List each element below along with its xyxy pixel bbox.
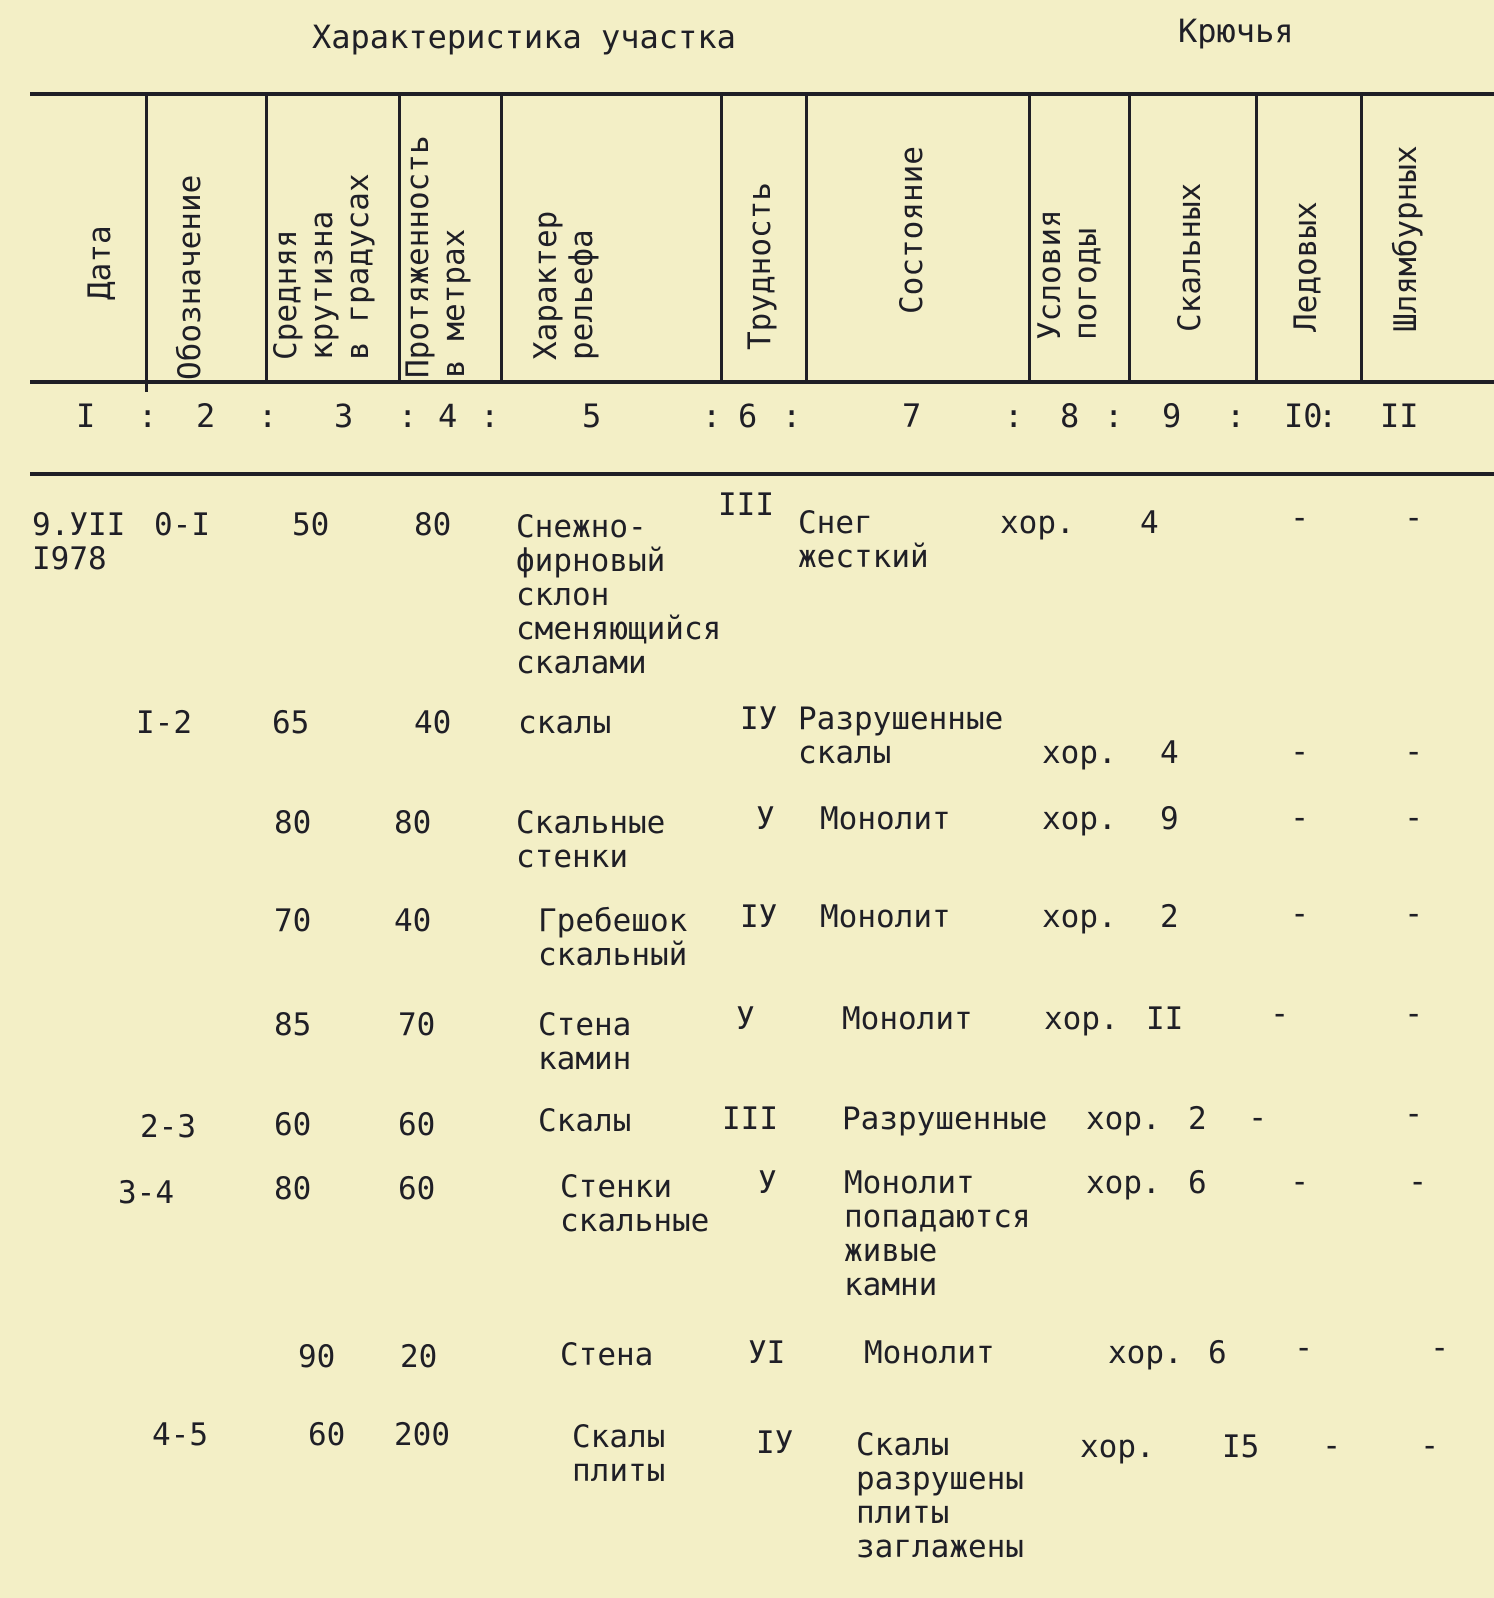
cell-condition: Скалы разрушены плиты заглажены (856, 1427, 1024, 1565)
column-number: 9 (1162, 397, 1182, 435)
cell-weather: хор. (1080, 1429, 1155, 1465)
column-header-condition: Состояние (894, 146, 930, 314)
cell-difficulty: УI (748, 1335, 786, 1371)
cell-relief: скалы (518, 705, 612, 741)
cell-rock-hooks: 2 (1160, 899, 1179, 935)
cell-rock-hooks: I5 (1222, 1429, 1260, 1465)
cell-weather: хор. (1108, 1335, 1183, 1371)
column-header-bolt-hooks: Шлямбурных (1388, 145, 1424, 332)
cell-steepness: 50 (292, 507, 330, 543)
column-divider (1128, 92, 1131, 382)
cell-condition: Разрушенные (842, 1101, 1048, 1137)
column-separator: : (702, 397, 722, 435)
header-top-rule (30, 92, 1494, 96)
column-header-weather: Условия погоды (1032, 209, 1104, 340)
cell-length: 60 (398, 1107, 436, 1143)
cell-rock-hooks: 2 (1188, 1101, 1207, 1137)
cell-bolt-hooks: - (1404, 732, 1424, 770)
column-number: II (1380, 397, 1419, 435)
cell-bolt-hooks: - (1420, 1426, 1440, 1464)
cell-relief: Снежно- фирновый склон сменяющийся скалами (516, 509, 722, 681)
column-header-steepness: Средняя крутизна в градусах (268, 173, 376, 360)
cell-relief: Скальные стенки (516, 805, 666, 875)
cell-bolt-hooks: - (1430, 1328, 1450, 1366)
cell-date: 9.УII I978 (32, 507, 126, 577)
column-separator: : (1226, 397, 1246, 435)
column-number: 5 (582, 397, 602, 435)
cell-length: 200 (394, 1417, 450, 1453)
cell-ice-hooks: - (1270, 994, 1290, 1032)
cell-steepness: 80 (274, 805, 312, 841)
cell-section: 4-5 (152, 1417, 208, 1453)
cell-bolt-hooks: - (1408, 1162, 1428, 1200)
column-header-date: Дата (82, 225, 118, 300)
cell-ice-hooks: - (1294, 1328, 1314, 1366)
header-bottom-rule (30, 380, 1494, 384)
cell-relief: Стенки скальные (560, 1169, 710, 1239)
cell-section: I-2 (136, 705, 192, 741)
cell-weather: хор. (1086, 1165, 1161, 1201)
cell-relief: Скалы плиты (572, 1419, 666, 1489)
cell-condition: Монолит (864, 1335, 995, 1371)
column-separator: : (398, 397, 418, 435)
cell-bolt-hooks: - (1404, 1094, 1424, 1132)
column-separator: : (1004, 397, 1024, 435)
column-divider (1360, 92, 1363, 382)
column-number: 7 (902, 397, 922, 435)
cell-difficulty: III (718, 487, 774, 523)
cell-steepness: 70 (274, 903, 312, 939)
column-number: 2 (196, 397, 216, 435)
column-header-ice-hooks: Ледовых (1288, 201, 1324, 332)
column-separator: : (258, 397, 278, 435)
column-divider (500, 92, 503, 382)
cell-ice-hooks: - (1290, 894, 1310, 932)
column-separator: : (1104, 397, 1124, 435)
cell-length: 80 (394, 805, 432, 841)
cell-difficulty: У (736, 1001, 755, 1037)
cell-rock-hooks: 4 (1140, 505, 1159, 541)
cell-rock-hooks: 6 (1188, 1165, 1207, 1201)
cell-ice-hooks: - (1290, 798, 1310, 836)
cell-bolt-hooks: - (1404, 498, 1424, 536)
cell-section: 2-3 (140, 1109, 196, 1145)
hooks-title: Крючья (1178, 12, 1294, 50)
column-divider (145, 92, 148, 392)
column-divider (1028, 92, 1031, 382)
cell-bolt-hooks: - (1404, 894, 1424, 932)
cell-difficulty: У (758, 1165, 777, 1201)
column-divider (720, 92, 723, 382)
cell-ice-hooks: - (1248, 1098, 1268, 1136)
column-header-length: Протяженность в метрах (400, 135, 472, 378)
column-header-relief: Характер рельефа (528, 210, 600, 360)
cell-steepness: 65 (272, 705, 310, 741)
column-number: 4 (438, 397, 458, 435)
cell-weather: хор. (1044, 1001, 1119, 1037)
cell-section: 3-4 (118, 1175, 174, 1211)
column-header-difficulty: Трудность (742, 182, 778, 350)
cell-bolt-hooks: - (1404, 798, 1424, 836)
cell-rock-hooks: 4 (1160, 735, 1179, 771)
column-divider (805, 92, 808, 382)
column-number: 8 (1060, 397, 1080, 435)
cell-weather: хор. (1042, 735, 1117, 771)
cell-difficulty: IУ (740, 899, 778, 935)
cell-relief: Стена (560, 1337, 654, 1373)
column-divider (1255, 92, 1258, 382)
cell-steepness: 60 (274, 1107, 312, 1143)
cell-relief: Стена камин (538, 1007, 632, 1077)
cell-ice-hooks: - (1290, 1162, 1310, 1200)
column-number: 6 (738, 397, 758, 435)
column-separator: : (138, 397, 158, 435)
cell-length: 70 (398, 1007, 436, 1043)
cell-bolt-hooks: - (1404, 994, 1424, 1032)
column-header-designation: Обозначение (172, 174, 208, 380)
cell-difficulty: IУ (740, 701, 778, 737)
column-separator: : (1318, 397, 1338, 435)
cell-condition: Разрушенные скалы (798, 701, 1004, 771)
cell-weather: хор. (1042, 899, 1117, 935)
cell-steepness: 90 (298, 1339, 336, 1375)
cell-weather: хор. (1042, 801, 1117, 837)
cell-ice-hooks: - (1322, 1426, 1342, 1464)
cell-condition: Монолит попадаются живые камни (844, 1165, 1031, 1303)
cell-relief: Скалы (538, 1103, 632, 1139)
cell-rock-hooks: 9 (1160, 801, 1179, 837)
column-header-rock-hooks: Скальных (1172, 182, 1208, 332)
cell-difficulty: У (756, 801, 775, 837)
cell-ice-hooks: - (1290, 498, 1310, 536)
column-separator: : (782, 397, 802, 435)
cell-condition: Монолит (820, 801, 951, 837)
column-number: 3 (334, 397, 354, 435)
cell-weather: хор. (1086, 1101, 1161, 1137)
cell-section: 0-I (154, 507, 210, 543)
cell-length: 80 (414, 507, 452, 543)
cell-rock-hooks: II (1146, 1001, 1184, 1037)
cell-condition: Монолит (842, 1001, 973, 1037)
cell-length: 60 (398, 1171, 436, 1207)
cell-difficulty: IУ (756, 1425, 794, 1461)
cell-ice-hooks: - (1290, 732, 1310, 770)
cell-relief: Гребешок скальный (538, 903, 688, 973)
column-number: I (76, 397, 96, 435)
cell-length: 40 (414, 705, 452, 741)
cell-difficulty: III (722, 1101, 778, 1137)
cell-length: 40 (394, 903, 432, 939)
section-characteristics-title: Характеристика участка (312, 18, 736, 56)
cell-steepness: 80 (274, 1171, 312, 1207)
column-separator: : (480, 397, 500, 435)
column-number: I0 (1284, 397, 1323, 435)
cell-length: 20 (400, 1339, 438, 1375)
cell-steepness: 85 (274, 1007, 312, 1043)
cell-steepness: 60 (308, 1417, 346, 1453)
cell-weather: хор. (1000, 505, 1075, 541)
cell-condition: Монолит (820, 899, 951, 935)
numbers-bottom-rule (30, 472, 1494, 476)
cell-rock-hooks: 6 (1208, 1335, 1227, 1371)
cell-condition: Снег жесткий (798, 505, 929, 575)
